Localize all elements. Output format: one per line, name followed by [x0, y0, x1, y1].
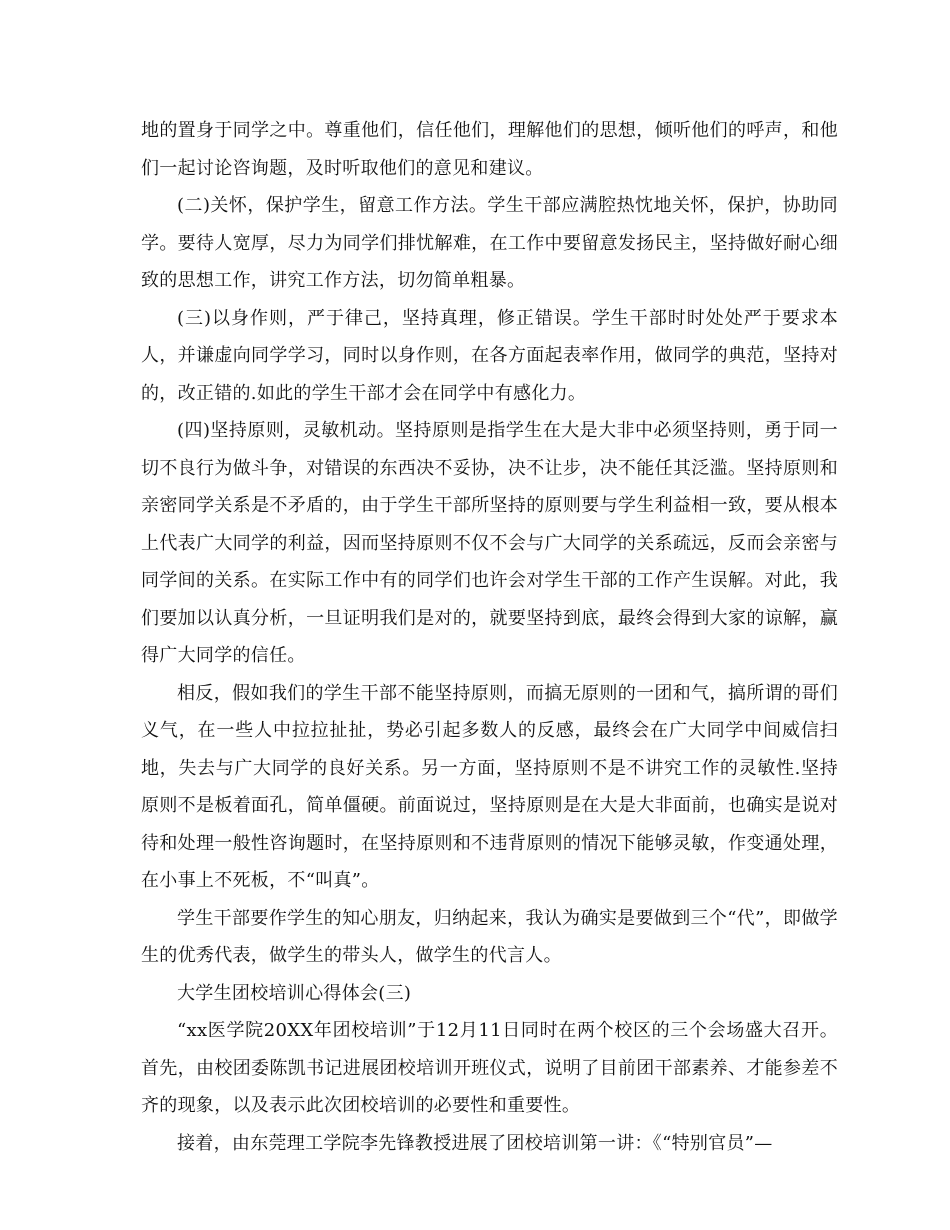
- paragraph-on-the-contrary: 相反，假如我们的学生干部不能坚持原则，而搞无原则的一团和气，搞所谓的哥们义气，在一些人中拉拉扯扯，势必引起多数人的反感，最终会在广大同学中间威信扫地，失去与广大同学的良好关系。另一方面，坚持原则不是不讲究工作的灵敏性.坚持原则不是板着面孔，简单僵硬。前面说过，坚持原则是在大是大非面前，也确实是说对待和处理一般性咨询题时，在坚持原则和不违背原则的情况下能够灵敏，作变通处理，在小事上不死板，不“叫真”。: [141, 682, 838, 891]
- paragraph-care-protect-students: (二)关怀，保护学生，留意工作方法。学生干部应满腔热忱地关怀，保护，协助同学。要待人宽厚，尽力为同学们排忧解难，在工作中要留意发扬民主，坚持做好耐心细致的思想工作，讲究工作方法，切勿简单粗暴。: [141, 195, 838, 291]
- paragraph-continuation: 地的置身于同学之中。尊重他们，信任他们，理解他们的思想，倾听他们的呼声，和他们一起讨论咨询题，及时听取他们的意见和建议。: [141, 120, 838, 179]
- section-heading: 大学生团校培训心得体会(三): [177, 982, 412, 1004]
- paragraph-lead-by-example: (三)以身作则，严于律己，坚持真理，修正错误。学生干部时时处处严于要求本人，并谦虚向同学学习，同时以身作则，在各方面起表率作用，做同学的典范，坚持对的，改正错的.如此的学生干部才会在同学中有感化力。: [141, 307, 838, 404]
- paragraph-uphold-principles: (四)坚持原则，灵敏机动。坚持原则是指学生在大是大非中必须坚持则，勇于同一切不良行为做斗争，对错误的东西决不妥协，决不让步，决不能任其泛滥。坚持原则和亲密同学关系是不矛盾的，由于学生干部所坚持的原则要与学生利益相一致，要从根本上代表广大同学的利益，因而坚持原则不仅不会与广大同学的关系疏远，反而会亲密与同学间的关系。在实际工作中有的同学们也许会对学生干部的工作产生误解。对此，我们要加以认真分析，一旦证明我们是对的，就要坚持到底，最终会得到大家的谅解，赢得广大同学的信任。: [141, 420, 838, 666]
- paragraph-training-opening: “xx医学院20XX年团校培训”于12月11日同时在两个校区的三个会场盛大召开。首先，由校团委陈凯书记进展团校培训开班仪式，说明了目前团干部素养、才能参差不齐的现象，以及表示此次团校培训的必要性和重要性。: [141, 1020, 838, 1116]
- paragraph-three-represents: 学生干部要作学生的知心朋友，归纳起来，我认为确实是要做到三个“代”，即做学生的优秀代表，做学生的带头人，做学生的代言人。: [141, 907, 838, 966]
- paragraph-first-lecture: 接着，由东莞理工学院李先锋教授进展了团校培训第一讲：《“特别官员”—: [177, 1132, 773, 1154]
